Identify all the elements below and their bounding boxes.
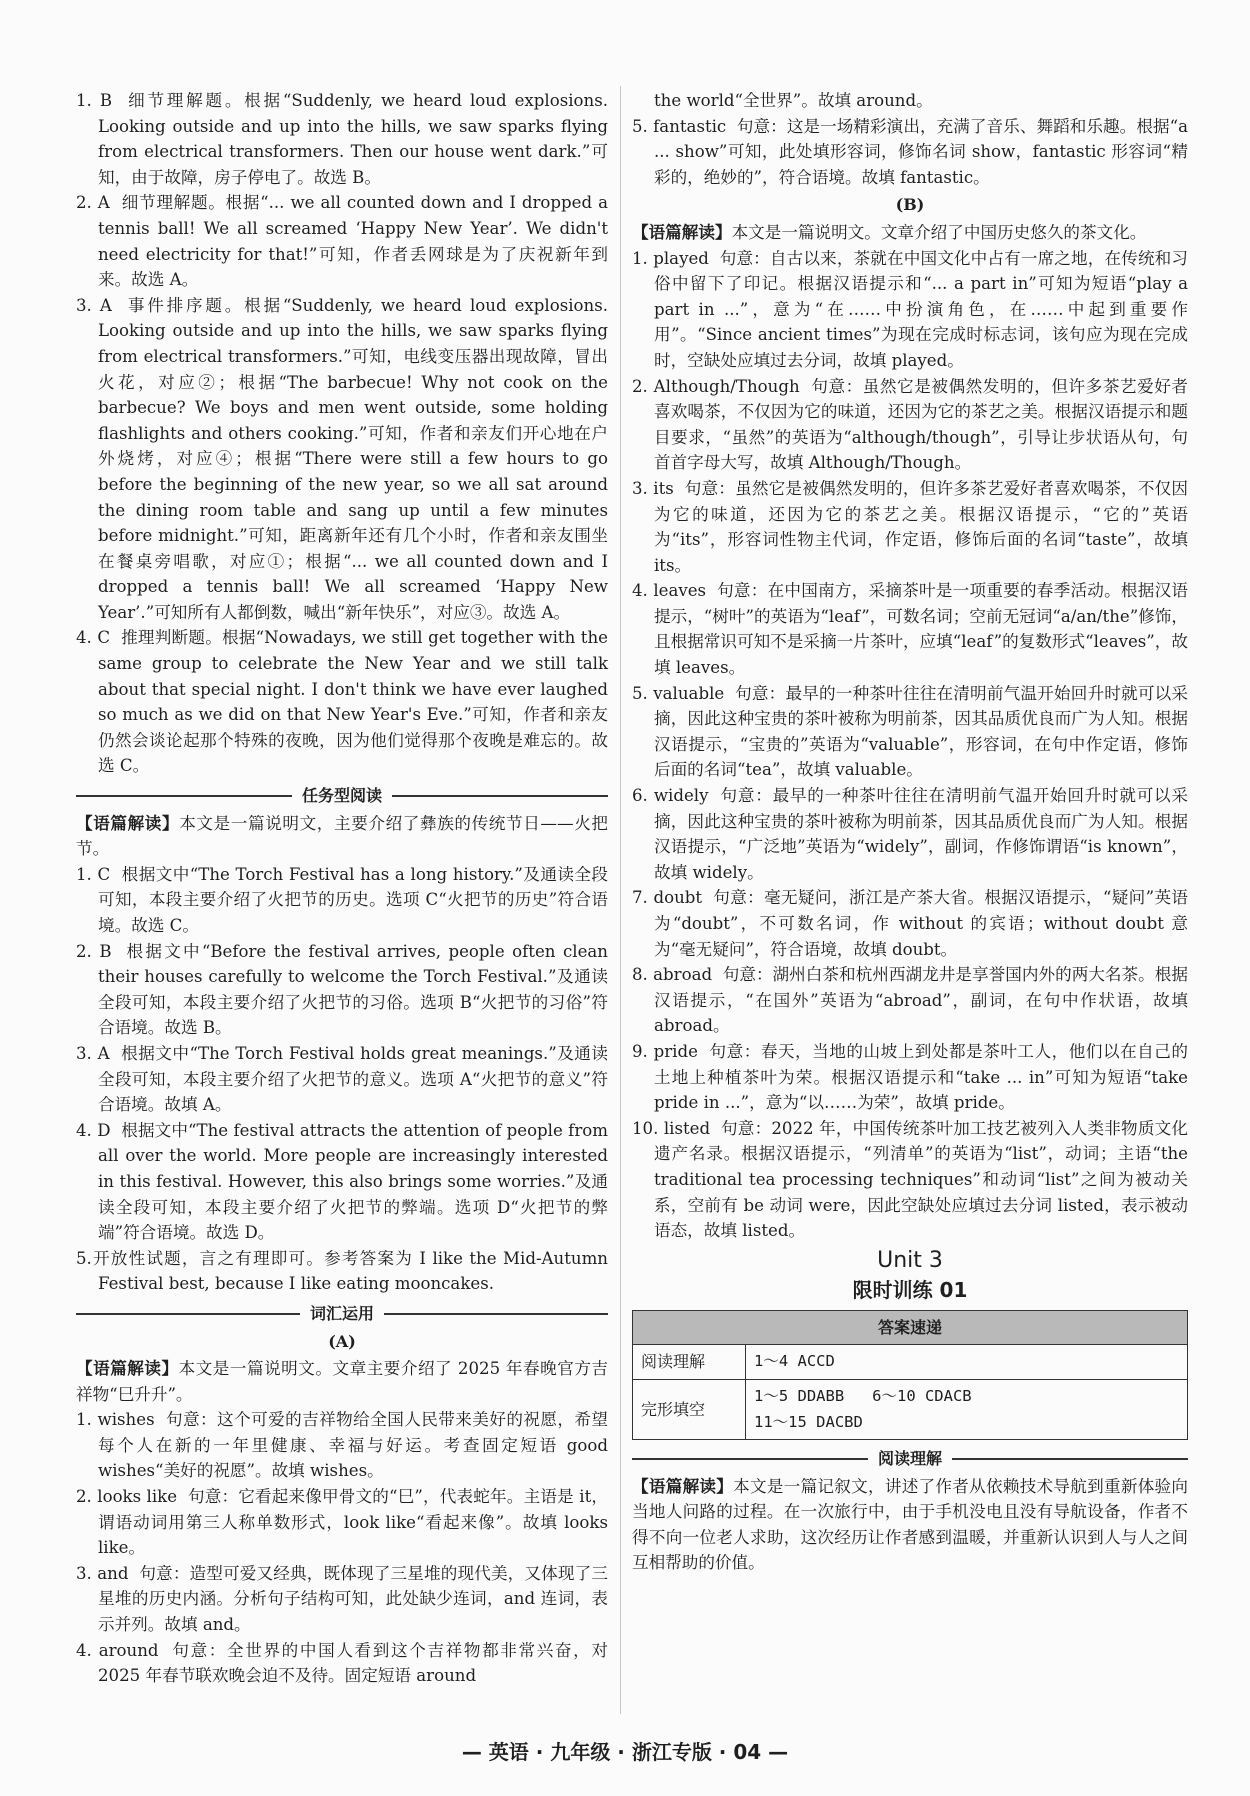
answer-item: 1. C 根据文中“The Torch Festival has a long history.”及通读全段可知，本段主要介绍了火把节的历史。选项 C“火把节的历史”符合语境。故选 C。 <box>76 864 608 935</box>
quick-table-header: 答案速递 <box>633 1310 1188 1345</box>
answer-continuation: the world“全世界”。故填 around。 <box>654 91 933 110</box>
answer-item: 3. and 句意：造型可爱又经典，既体现了三星堆的现代美，又体现了三星堆的历史内涵。分析句子结构可知，此处缺少连词，and 连词，表示并列。故填 and。 <box>76 1563 609 1635</box>
answer-item: 5.开放性试题，言之有理即可。参考答案为 I like the Mid-Autumn Festival best, because I like eating mooncakes. <box>76 1248 608 1294</box>
answer-item: 5. fantastic 句意：这是一场精彩演出，充满了音乐、舞蹈和乐趣。根据“a ... show”可知，此处填形容词，修饰名词 show，fantastic 形容词“精彩的，绝妙的”，符合语境。故填 fantastic。 <box>632 116 1188 187</box>
answer-item: 8. abroad 句意：湖州白茶和杭州西湖龙井是享誉国内外的两大名茶。根据汉语提示，“在国外”英语为“abroad”，副词，在句中作状语，故填 abroad。 <box>632 965 1189 1036</box>
answer-item: 7. doubt 句意：毫无疑问，浙江是产茶大省。根据汉语提示，“疑问”英语为“doubt”，不可数名词，作 without 的宾语；without doubt 意为“毫无疑问”，符合语境，故填 doubt。 <box>632 888 1188 959</box>
part-label: (A) <box>328 1331 356 1351</box>
row-label: 完形填空 <box>633 1379 746 1439</box>
answer-item: 2. B 根据文中“Before the festival arrives, people often clean their houses carefully to welcome the Torch Festival.”及通读全段可知，本段主要介绍了火把节的习俗。选项 B“火把节的习俗”符合语境。故选 B。 <box>76 941 608 1038</box>
answer-item: 9. pride 句意：春天，当地的山坡上到处都是茶叶工人，他们以在自己的土地上种植茶叶为荣。根据汉语提示和“take ... in”可知为短语“take pride in ...”，意为“以……为荣”，故填 pride。 <box>632 1041 1188 1113</box>
left-column <box>76 88 608 1689</box>
answer-item: 1. played 句意：自古以来，茶就在中国文化中占有一席之地，在传统和习俗中留下了印记。根据汉语提示和“... a part in”可知为短语“play a part in ...”，意为“在……中扮演角色，在……中起到重要作用”。“Since ancient times”为现在完成时标志词，该句应为现在完成时，空缺处应填过去分词，故填 played。 <box>632 248 1188 370</box>
passage-analysis: 【语篇解读】本文是一篇记叙文，讲述了作者从依赖技术导航到重新体验向当地人问路的过程。在一次旅行中，由于手机没电且没有导航设备，作者不得不向一位老人求助，这次经历让作者感到温暖，并重新认识到人与人之间互相帮助的价值。 <box>632 1476 1189 1573</box>
answer-item: 1. B 细节理解题。根据“Suddenly, we heard loud explosions. Looking outside and up into the hills, we saw sparks flying from electrical transformers. Then our house went dark.”可知，由于故障，房子停电了。故选 B。 <box>76 91 608 187</box>
answer-item: 3. A 事件排序题。根据“Suddenly, we heard loud explosions. Looking outside and up into the hills, we saw sparks flying from electrical transformers.”可知，电线变压器出现故障，冒出火花，对应②；根据“The barbecue! Why not cook on the barbecue? We boys and men went outside, some holding flashlights and others cooking.”可知，作者和亲友们开心地在户外烧烤，对应④；根据“There were still a few hours to go before the beginning of the new year, so we all sat around the dining room table and sang up until a few minutes before midnight.”可知，距离新年还有几个小时，作者和亲友围坐在餐桌旁唱歌，对应①；根据“... we all counted down and I dropped a tennis ball! We all screamed ‘Happy New Year’.”可知所有人都倒数，喊出“新年快乐”，对应③。故选 A。 <box>76 295 608 622</box>
page-footer: — 英语 · 九年级 · 浙江专版 · 04 — <box>461 1740 789 1764</box>
answer-item: 3. A 根据文中“The Torch Festival holds great meanings.”及通读全段可知，本段主要介绍了火把节的意义。选项 A“火把节的意义”符合语境。故填 A。 <box>76 1043 608 1115</box>
section-heading-vocabulary: 词汇运用 <box>76 1301 608 1327</box>
row-label: 阅读理解 <box>633 1345 746 1380</box>
table-row <box>633 1379 1188 1439</box>
unit-subtitle: 限时训练 01 <box>852 1277 968 1302</box>
table-row <box>633 1345 1188 1380</box>
passage-analysis: 【语篇解读】本文是一篇说明文。文章主要介绍了 2025 年春晚官方吉祥物“巳升升”。 <box>76 1359 609 1404</box>
answer-quick-table <box>632 1310 1188 1440</box>
column-divider <box>620 86 621 1714</box>
answer-item: 2. A 细节理解题。根据“... we all counted down and I dropped a tennis ball! We all screamed ‘Happy New Year’. We didn't need electricity for that!”可知，作者丢网球是为了庆祝新年到来。故选 A。 <box>76 193 608 290</box>
answer-item: 4. leaves 句意：在中国南方，采摘茶叶是一项重要的春季活动。根据汉语提示，“树叶”的英语为“leaf”，可数名词；空前无冠词“a/an/the”修饰，且根据常识可知不是采摘一片茶叶，应填“leaf”的复数形式“leaves”，故填 leaves。 <box>632 581 1188 678</box>
passage-analysis: 【语篇解读】本文是一篇说明文。文章介绍了中国历史悠久的茶文化。 <box>632 222 1147 242</box>
unit-title: Unit 3 <box>877 1247 943 1273</box>
answer-item: 4. around 句意：全世界的中国人看到这个吉祥物都非常兴奋，对 2025 年春节联欢晚会迫不及待。固定短语 around <box>76 1640 608 1686</box>
answer-item: 2. Although/Though 句意：虽然它是被偶然发明的，但许多茶艺爱好者喜欢喝茶，不仅因为它的味道，还因为它的茶艺之美。根据汉语提示和题目要求，“虽然”的英语为“although/though”，引导让步状语从句，句首首字母大写，故填 Although/Though。 <box>632 376 1189 473</box>
answer-item: 5. valuable 句意：最早的一种茶叶往往在清明前气温开始回升时就可以采摘，因此这种宝贵的茶叶被称为明前茶，因其品质优良而广为人知。根据汉语提示，“宝贵的”英语为“valuable”，形容词，在句中作定语，修饰后面的名词“tea”，故填 valuable。 <box>632 683 1188 780</box>
passage-analysis: 【语篇解读】本文是一篇说明文，主要介绍了彝族的传统节日——火把节。 <box>76 813 608 859</box>
answer-item: 1. wishes 句意：这个可爱的吉祥物给全国人民带来美好的祝愿，希望每个人在新的一年里健康、幸福与好运。考查固定短语 good wishes“美好的祝愿”。故填 wishes。 <box>76 1410 609 1481</box>
right-column <box>632 88 1188 1576</box>
answer-item: 3. its 句意：虽然它是被偶然发明的，但许多茶艺爱好者喜欢喝茶，不仅因为它的味道，还因为它的茶艺之美。根据汉语提示，“它的”英语为“its”，形容词性物主代词，作定语，修饰后面的名词“taste”，故填 its。 <box>632 478 1188 575</box>
answer-item: 6. widely 句意：最早的一种茶叶往往在清明前气温开始回升时就可以采摘，因此这种宝贵的茶叶被称为明前茶，因其品质优良而广为人知。根据汉语提示，“广泛地”英语为“widely”，副词，作修饰谓语“is known”，故填 widely。 <box>632 786 1188 882</box>
row-value: 1～5 DDABB 6～10 CDACB 11～15 DACBD <box>746 1379 1188 1439</box>
section-heading-task-reading: 任务型阅读 <box>76 783 608 809</box>
part-label: (B) <box>895 195 925 215</box>
answer-item: 4. C 推理判断题。根据“Nowadays, we still get together with the same group to celebrate the New Year and we still talk about that special night. I don't think we have ever laughed so much as we did on that New Year's Eve.”可知，作者和亲友仍然会谈论起那个特殊的夜晚，因为他们觉得那个夜晚是难忘的。故选 C。 <box>76 628 608 776</box>
section-heading-reading: 阅读理解 <box>632 1446 1188 1472</box>
answer-item: 2. looks like 句意：它看起来像甲骨文的“巳”，代表蛇年。主语是 it，谓语动词用第三人称单数形式，look like“看起来像”。故填 looks like。 <box>76 1487 608 1558</box>
answer-item: 4. D 根据文中“The festival attracts the attention of people from all over the world. More people are increasingly interested in this festival. However, this also brings some worries.”及通读全段可知，本段主要介绍了火把节的弊端。选项 D“火把节的弊端”符合语境。故选 D。 <box>76 1120 608 1243</box>
answer-item: 10. listed 句意：2022 年，中国传统茶叶加工技艺被列入人类非物质文化遗产名录。根据汉语提示，“列清单”的英语为“list”，动词；主语“the traditional tea processing techniques”和动词“list”之间为被动关系，空前有 be 动词 were，因此空缺处应填过去分词 listed，表示被动语态，故填 listed。 <box>632 1118 1188 1241</box>
row-value: 1～4 ACCD <box>746 1345 1188 1380</box>
